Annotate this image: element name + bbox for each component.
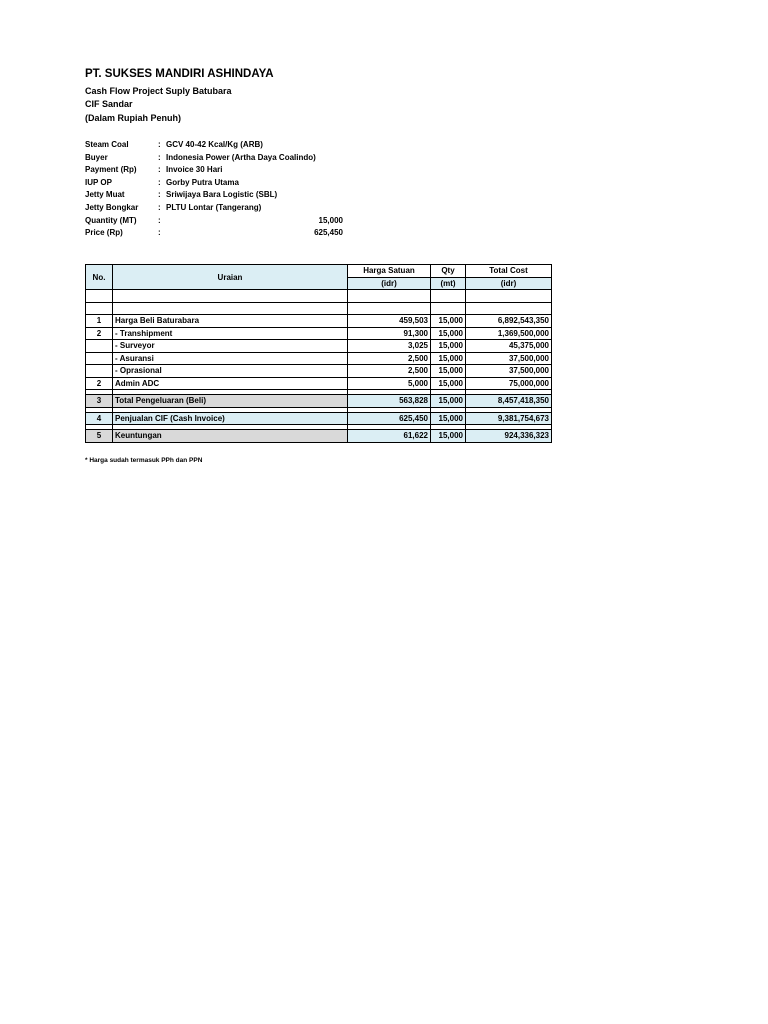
cell-qty: 15,000 bbox=[431, 430, 466, 443]
col-header-qty: Qty bbox=[431, 265, 466, 278]
cell-uraian: Keuntungan bbox=[113, 430, 348, 443]
cell-qty: 15,000 bbox=[431, 315, 466, 328]
cell-uraian: Total Pengeluaran (Beli) bbox=[113, 395, 348, 408]
info-row bbox=[85, 164, 345, 177]
cash-flow-table bbox=[85, 264, 552, 443]
cell-uraian: - Asuransi bbox=[113, 352, 348, 365]
cell-harga: 2,500 bbox=[348, 365, 431, 378]
info-value: Indonesia Power (Artha Daya Coalindo) bbox=[166, 152, 316, 162]
cell-no bbox=[86, 365, 113, 378]
cell-harga: 3,025 bbox=[348, 340, 431, 353]
col-header-harga: Harga Satuan bbox=[348, 265, 431, 278]
cell-no bbox=[86, 340, 113, 353]
cell-no bbox=[86, 352, 113, 365]
cell-qty: 15,000 bbox=[431, 412, 466, 425]
profit-row bbox=[86, 430, 552, 443]
info-value: PLTU Lontar (Tangerang) bbox=[166, 202, 262, 212]
info-row bbox=[85, 177, 345, 190]
cell-harga: 61,622 bbox=[348, 430, 431, 443]
col-unit-qty: (mt) bbox=[431, 277, 466, 290]
cell-harga: 625,450 bbox=[348, 412, 431, 425]
cell-total: 9,381,754,673 bbox=[466, 412, 552, 425]
info-label: Jetty Muat bbox=[85, 190, 125, 200]
info-row bbox=[85, 202, 345, 215]
cell-harga: 563,828 bbox=[348, 395, 431, 408]
cell-total: 45,375,000 bbox=[466, 340, 552, 353]
cell-no: 3 bbox=[86, 395, 113, 408]
footnote: * Harga sudah termasuk PPh dan PPN bbox=[85, 457, 203, 464]
delivery-basis: CIF Sandar bbox=[85, 99, 133, 109]
cell-qty: 15,000 bbox=[431, 377, 466, 390]
cell-qty: 15,000 bbox=[431, 352, 466, 365]
info-colon: : bbox=[158, 152, 161, 162]
col-unit-harga: (idr) bbox=[348, 277, 431, 290]
cell-no: 2 bbox=[86, 377, 113, 390]
info-colon: : bbox=[158, 165, 161, 175]
cell-qty: 15,000 bbox=[431, 327, 466, 340]
table-row bbox=[86, 377, 552, 390]
price-value: 625,450 bbox=[314, 228, 343, 238]
info-colon: : bbox=[158, 215, 161, 225]
info-label: Steam Coal bbox=[85, 140, 129, 149]
cell-total: 37,500,000 bbox=[466, 365, 552, 378]
cell-uraian: Admin ADC bbox=[113, 377, 348, 390]
info-colon: : bbox=[158, 202, 161, 212]
table-row bbox=[86, 352, 552, 365]
info-value: Gorby Putra Utama bbox=[166, 177, 239, 187]
info-value: Invoice 30 Hari bbox=[166, 165, 223, 175]
cell-harga: 5,000 bbox=[348, 377, 431, 390]
info-value: Sriwijaya Bara Logistic (SBL) bbox=[166, 190, 278, 200]
cell-no: 5 bbox=[86, 430, 113, 443]
cell-no: 1 bbox=[86, 315, 113, 328]
info-colon: : bbox=[158, 228, 161, 238]
cell-no: 4 bbox=[86, 412, 113, 425]
info-label: Payment (Rp) bbox=[85, 165, 137, 175]
table-header-row bbox=[86, 265, 552, 278]
info-colon: : bbox=[158, 190, 161, 200]
cell-no: 2 bbox=[86, 327, 113, 340]
blank-row bbox=[86, 302, 552, 315]
col-header-total: Total Cost bbox=[466, 265, 552, 278]
cell-uraian: - Transhipment bbox=[113, 327, 348, 340]
info-label: Quantity (MT) bbox=[85, 215, 137, 225]
cell-qty: 15,000 bbox=[431, 395, 466, 408]
info-row bbox=[85, 189, 345, 202]
blank-row bbox=[86, 290, 552, 303]
info-row bbox=[85, 139, 345, 152]
info-row bbox=[85, 215, 345, 228]
col-unit-total: (idr) bbox=[466, 277, 552, 290]
info-label: Price (Rp) bbox=[85, 228, 123, 238]
info-row bbox=[85, 227, 345, 240]
project-title: Cash Flow Project Suply Batubara bbox=[85, 86, 232, 96]
currency-note: (Dalam Rupiah Penuh) bbox=[85, 113, 182, 123]
info-value: GCV 40-42 Kcal/Kg (ARB) bbox=[166, 140, 263, 149]
table-row bbox=[86, 340, 552, 353]
cell-total: 924,336,323 bbox=[466, 430, 552, 443]
cell-total: 1,369,500,000 bbox=[466, 327, 552, 340]
col-header-no: No. bbox=[86, 265, 113, 290]
cell-uraian: Penjualan CIF (Cash Invoice) bbox=[113, 412, 348, 425]
sales-row bbox=[86, 412, 552, 425]
info-row bbox=[85, 152, 345, 165]
cell-qty: 15,000 bbox=[431, 340, 466, 353]
cell-total: 37,500,000 bbox=[466, 352, 552, 365]
table-row bbox=[86, 365, 552, 378]
cell-uraian: Harga Beli Baturabara bbox=[113, 315, 348, 328]
cell-total: 6,892,543,350 bbox=[466, 315, 552, 328]
project-info bbox=[85, 139, 345, 240]
info-label: IUP OP bbox=[85, 177, 112, 187]
cell-uraian: - Oprasional bbox=[113, 365, 348, 378]
cell-uraian: - Surveyor bbox=[113, 340, 348, 353]
quantity-value: 15,000 bbox=[318, 215, 343, 225]
cell-harga: 2,500 bbox=[348, 352, 431, 365]
info-colon: : bbox=[158, 177, 161, 187]
info-colon: : bbox=[158, 140, 161, 149]
table-row bbox=[86, 315, 552, 328]
cell-qty: 15,000 bbox=[431, 365, 466, 378]
cell-harga: 91,300 bbox=[348, 327, 431, 340]
company-name: PT. SUKSES MANDIRI ASHINDAYA bbox=[85, 68, 274, 80]
cell-total: 8,457,418,350 bbox=[466, 395, 552, 408]
cell-total: 75,000,000 bbox=[466, 377, 552, 390]
col-header-uraian: Uraian bbox=[113, 265, 348, 290]
table-row bbox=[86, 327, 552, 340]
info-label: Buyer bbox=[85, 152, 108, 162]
info-label: Jetty Bongkar bbox=[85, 202, 139, 212]
total-row bbox=[86, 395, 552, 408]
cell-harga: 459,503 bbox=[348, 315, 431, 328]
